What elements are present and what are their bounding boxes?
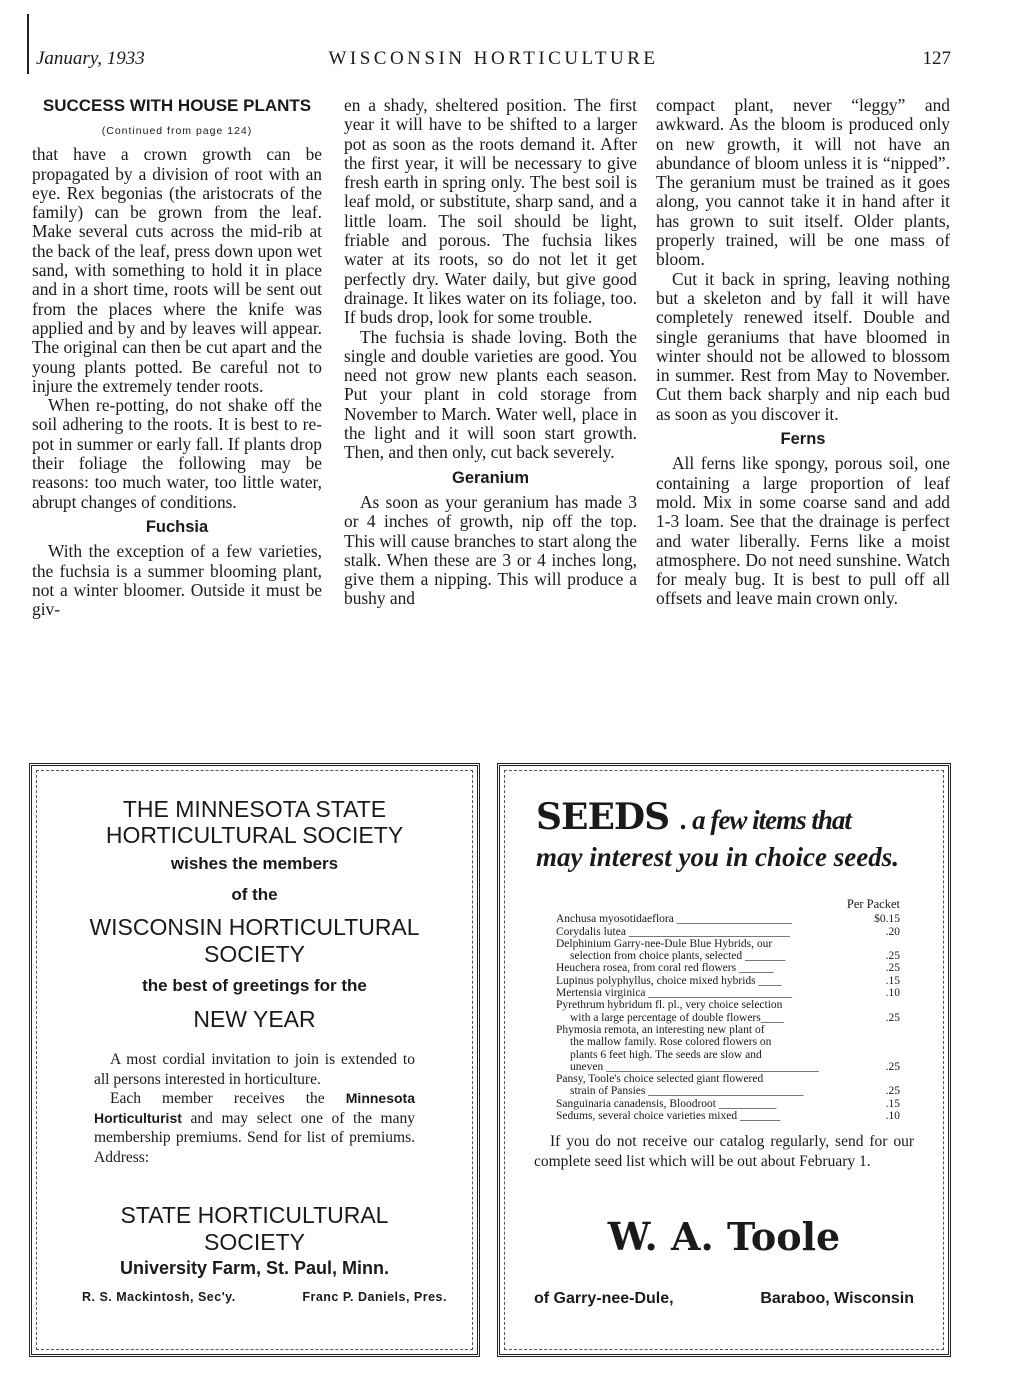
ad1-greetings: the best of greetings for the [142,976,367,995]
journal-title: WISCONSIN HORTICULTURE [328,48,659,69]
seed-item-price: .15 [885,1097,900,1110]
seed-item [556,1024,900,1036]
ad1-new-year: NEW YEAR [193,1006,316,1032]
seeds-tagline-2: may interest you in choice seeds. [536,842,899,872]
issue-date: January, 1933 [36,48,145,69]
seed-item [556,1036,900,1048]
seeds-tagline: . a few items that [680,805,851,835]
continued-note: (Continued from page 124) [101,125,253,137]
seed-item-name: Delphinium Garry-nee-Dule Blue Hybrids, our [556,937,773,950]
seed-item-name: plants 6 feet high. The seeds are slow and [570,1048,762,1061]
ad1-officers [82,1290,447,1304]
seed-item-price: .25 [885,1011,900,1024]
paragraph: As soon as your geranium has made 3 or 4 inches of growth, nip off the top. This will cause branches to start along the stalk. When these are 3 or 4 inches long, give them a nipping. This will produce a bushy and [344,491,637,609]
ad1-address-title [32,1202,477,1256]
seed-item-name: strain of Pansies ___________________________ [570,1085,804,1098]
page-number: 127 [922,48,951,69]
seed-item [556,999,900,1011]
paragraph: en a shady, sheltered position. The first year it will have to be shifted to a larger pot as soon as the roots demand it. After the first year, it will be necessary to give fresh earth in spring only. The best soil is leaf mold, or substitute, sharp sand, and a little loam. The soil should be light, friable and porous. The fuchsia likes water at its roots, so do not let it get perfectly dry. Water daily, but give good drainage. It likes water on its foliage, too. If buds drop, look for some trouble. [344,95,637,328]
article-column-3 [656,96,950,609]
seed-item-price: .10 [885,1110,900,1123]
seed-item-price: .25 [885,950,900,963]
seed-item [556,1098,900,1110]
ad1-text: Each member receives the [110,1090,346,1107]
toole-city: Baraboo, Wisconsin [760,1290,914,1307]
seed-item [556,1073,900,1085]
ad1-text: and may select one of the many membership premiums. Send for list of premiums. Address: [94,1109,415,1166]
article-column-1 [32,96,322,619]
seed-item-price: $0.15 [874,913,900,926]
paragraph: compact plant, never “leggy” and awkward. As the bloom is produced only on new growth, it will not have an abundance of bloom unless it is “nipped”. The geranium must be trained as it goes along, you cannot take it in hand after it has grown to suit itself. Older plants, properly trained, will be one mass of bloom. [656,95,950,270]
seeds-word: SEEDS [536,796,670,838]
ad1-address-line: SOCIETY [204,1229,305,1255]
seed-item-name: uneven _____________________________________ [570,1060,819,1073]
seed-item [556,938,900,950]
seed-item-name: Sanguinaria canadensis, Bloodroot __________ [556,1097,777,1110]
article-title: SUCCESS WITH HOUSE PLANTS [42,96,312,115]
seed-item-name: Heuchera rosea, from coral red flowers ______ [556,962,774,975]
ad1-secretary: R. S. Mackintosh, Sec'y. [82,1290,236,1304]
ad1-org-line: SOCIETY [204,941,305,967]
section-heading-ferns: Ferns [780,430,826,449]
seed-rows [556,913,900,1122]
ad1-magazine-name: Minnesota Horticulturist [94,1090,415,1126]
paragraph: The fuchsia is shade loving. Both the single and double varieties are good. You need not grow new plants each season. Put your plant in cold storage from November to March. Water well, place in the light and it will soon start growth. Then, and then only, cut back severely. [344,326,637,463]
seed-item [556,1061,900,1073]
seeds-headline [536,796,948,838]
seed-item [556,1049,900,1061]
section-heading-fuchsia: Fuchsia [145,517,209,536]
seed-item [556,1110,900,1122]
ad1-invitation: A most cordial invitation to join is extended to all persons interested in horticulture. [94,1051,415,1088]
paragraph: All ferns like spongy, porous soil, one containing a large proportion of leaf mold. Mix in some coarse sand and add 1-3 loam. See that the drainage is perfect and water liberally. Ferns like a moist atmosphere. Do not need sunshine. Watch for mealy bug. It is best to pull off all offsets and leave main crown only. [656,453,950,609]
seed-price-list [556,898,900,1122]
seed-item [556,913,900,925]
seed-item [556,1085,900,1097]
seed-item [556,987,900,999]
seed-item-price: .25 [885,1085,900,1098]
ad-minnesota-society [29,763,480,1357]
ad1-body [94,1050,415,1167]
seed-item-price: .25 [885,962,900,975]
section-heading-geranium: Geranium [451,468,530,487]
paragraph: When re-potting, do not shake off the soil adhering to the roots. It is best to re-pot in summer or early fall. If plants drop their foliage the following may be reasons: too much water, too little water, abrupt changes of conditions. [32,395,322,512]
seed-item-name: Mertensia virginica _________________________ [556,987,793,1000]
ad1-membership [94,1089,415,1167]
seed-item-price: .10 [885,987,900,1000]
seed-item-price: .25 [885,1060,900,1073]
ad1-address: University Farm, St. Paul, Minn. [119,1258,390,1278]
ad1-address-line: STATE HORTICULTURAL [120,1202,389,1228]
paragraph: Cut it back in spring, leaving nothing but a skeleton and by fall it will have completely renewed itself. Double and single geraniums that have bloomed in winter should not be allowed to blossom in summer. Rest from May to November. Cut them back sharply and nip each bud as soon as you discover it. [656,268,950,424]
seed-item [556,1012,900,1024]
paragraph: that have a crown growth can be propagated by a division of root with an eye. Rex begonias (the aristocrats of the family) can be grown from the leaf. Make several cuts across the mid-rib at the back of the leaf, press down upon wet sand, with something to hold it in place and in a short time, roots will be sent out from the places where the knife was applied and by and by leaves will appear. The original can then be cut apart and the young plants potted. Be careful not to injure the extremely tender roots. [32,144,322,396]
toole-brand: W. A. Toole [607,1214,841,1259]
seed-item [556,975,900,987]
per-packet-header: Per Packet [846,897,900,911]
ad1-wishes: wishes the members [170,854,339,873]
seed-item [556,962,900,974]
ad1-of-the: of the [231,885,278,904]
ad1-title [32,796,477,848]
seed-item-price: .15 [885,974,900,987]
seed-item-name: the mallow family. Rose colored flowers on [570,1036,772,1049]
ad1-title-line: HORTICULTURAL SOCIETY [105,822,404,848]
paragraph: With the exception of a few varieties, the fuchsia is a summer blooming plant, not a winter bloomer. Outside it must be giv- [32,541,322,620]
ad1-president: Franc P. Daniels, Pres. [302,1290,447,1304]
toole-farm: of Garry-nee-Dule, [534,1290,674,1307]
seed-item [556,950,900,962]
seed-item [556,926,900,938]
seed-item-name: Anchusa myosotidaeflora ____________________ [556,913,792,926]
toole-location [534,1290,914,1308]
seed-item-name: selection from choice plants, selected _______ [570,950,786,963]
article-column-2 [344,96,637,609]
running-header [36,48,951,74]
seed-item-name: Pyrethrum hybridum fl. pl., very choice selection [556,999,783,1012]
ad1-title-line: THE MINNESOTA STATE [122,796,387,822]
ad1-org [32,914,477,968]
catalog-note: If you do not receive our catalog regularly, send for our complete seed list which will be out about February 1. [534,1133,914,1170]
seed-item-name: Sedums, several choice varieties mixed _______ [556,1110,781,1123]
seed-item-price: .20 [885,925,900,938]
ad1-org-line: WISCONSIN HORTICULTURAL [89,914,420,940]
page-edge-rule [27,14,29,74]
seed-item-name: Pansy, Toole's choice selected giant flowered [556,1073,764,1086]
seed-item-name: with a large percentage of double flowers____ [570,1011,784,1024]
ad-toole-seeds [497,763,951,1357]
seed-item-name: Lupinus polyphyllus, choice mixed hybrids ____ [556,974,782,987]
seed-item-name: Phymosia remota, an interesting new plant of [556,1023,765,1036]
seed-item-name: Corydalis lutea ____________________________ [556,925,790,938]
